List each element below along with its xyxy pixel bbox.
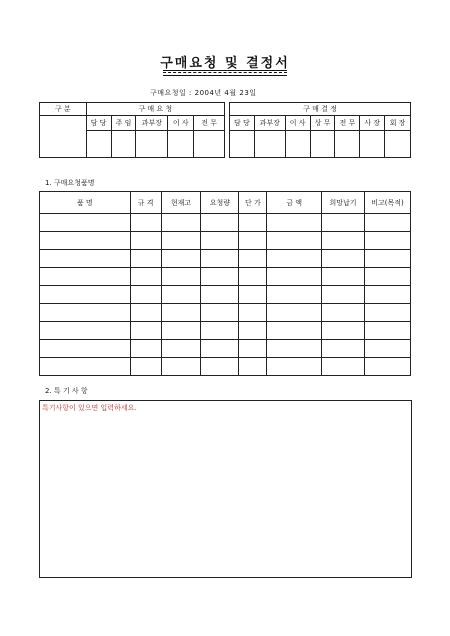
items-table — [39, 191, 411, 376]
table-cell[interactable] — [322, 322, 365, 340]
table-cell[interactable] — [239, 250, 267, 268]
table-cell[interactable] — [267, 322, 322, 340]
column-header: 금 액 — [267, 192, 322, 214]
table-cell[interactable] — [161, 250, 201, 268]
table-cell[interactable] — [267, 214, 322, 232]
signature-cell[interactable] — [360, 131, 385, 158]
table-cell[interactable] — [130, 304, 161, 322]
signature-cell[interactable] — [254, 131, 285, 158]
table-cell[interactable] — [239, 286, 267, 304]
table-cell[interactable] — [40, 322, 131, 340]
table-cell[interactable] — [130, 250, 161, 268]
table-cell[interactable] — [239, 340, 267, 358]
table-cell[interactable] — [322, 358, 365, 376]
table-cell[interactable] — [365, 232, 411, 250]
table-cell[interactable] — [322, 232, 365, 250]
column-header: 규 격 — [130, 192, 161, 214]
table-cell[interactable] — [365, 304, 411, 322]
table-cell[interactable] — [267, 232, 322, 250]
table-cell[interactable] — [239, 322, 267, 340]
table-cell[interactable] — [40, 268, 131, 286]
section-blank-cell — [40, 116, 87, 158]
role-label: 담 당 — [86, 116, 111, 131]
table-cell[interactable] — [161, 214, 201, 232]
table-cell[interactable] — [201, 322, 239, 340]
table-row — [40, 232, 411, 250]
table-cell[interactable] — [130, 286, 161, 304]
table-row — [40, 286, 411, 304]
role-label: 이 사 — [168, 116, 194, 131]
table-cell[interactable] — [161, 358, 201, 376]
table-cell[interactable] — [322, 304, 365, 322]
table-cell[interactable] — [161, 232, 201, 250]
column-header: 품 명 — [40, 192, 131, 214]
table-cell[interactable] — [161, 322, 201, 340]
table-cell[interactable] — [40, 304, 131, 322]
section-label: 구 분 — [40, 103, 87, 116]
table-cell[interactable] — [130, 214, 161, 232]
table-cell[interactable] — [161, 340, 201, 358]
table-cell[interactable] — [130, 268, 161, 286]
signature-cell[interactable] — [310, 131, 335, 158]
table-cell[interactable] — [161, 286, 201, 304]
decision-group-label: 구 매 결 정 — [230, 103, 411, 116]
table-row — [40, 268, 411, 286]
signature-cell[interactable] — [111, 131, 136, 158]
table-cell[interactable] — [239, 358, 267, 376]
notes-textarea[interactable] — [39, 400, 412, 578]
column-header: 현재고 — [161, 192, 201, 214]
table-cell[interactable] — [239, 304, 267, 322]
table-cell[interactable] — [40, 232, 131, 250]
table-cell[interactable] — [267, 304, 322, 322]
table-cell[interactable] — [322, 286, 365, 304]
column-header: 단 가 — [239, 192, 267, 214]
request-date: 구매요청일 : 2004년 4월 23일 — [150, 89, 257, 97]
table-cell[interactable] — [365, 286, 411, 304]
column-header: 비고(목적) — [365, 192, 411, 214]
role-label: 전 무 — [194, 116, 225, 131]
table-row — [40, 304, 411, 322]
table-cell[interactable] — [267, 250, 322, 268]
table-cell[interactable] — [201, 358, 239, 376]
table-cell[interactable] — [161, 268, 201, 286]
role-label: 과부장 — [254, 116, 285, 131]
table-cell[interactable] — [161, 304, 201, 322]
title-underline-dash — [163, 72, 287, 73]
table-cell[interactable] — [40, 214, 131, 232]
table-cell[interactable] — [239, 268, 267, 286]
table-cell[interactable] — [201, 214, 239, 232]
table-cell[interactable] — [201, 304, 239, 322]
role-label: 과부장 — [136, 116, 168, 131]
table-cell[interactable] — [267, 358, 322, 376]
document-title: 구매요청 및 결정서 — [160, 56, 290, 71]
table-cell[interactable] — [130, 232, 161, 250]
table-cell[interactable] — [130, 340, 161, 358]
table-cell[interactable] — [239, 232, 267, 250]
table-cell[interactable] — [201, 250, 239, 268]
table-cell[interactable] — [201, 286, 239, 304]
table-cell[interactable] — [365, 340, 411, 358]
table-cell[interactable] — [267, 286, 322, 304]
table-cell[interactable] — [201, 340, 239, 358]
table-cell[interactable] — [40, 340, 131, 358]
items-section-heading: 1. 구매요청품명 — [45, 179, 95, 187]
role-label: 담 당 — [230, 116, 255, 131]
role-label: 회 장 — [385, 116, 411, 131]
table-cell[interactable] — [239, 214, 267, 232]
table-cell[interactable] — [201, 232, 239, 250]
table-row — [40, 340, 411, 358]
signature-cell[interactable] — [385, 131, 411, 158]
request-approval-table — [39, 102, 225, 158]
table-cell[interactable] — [130, 322, 161, 340]
table-cell[interactable] — [322, 268, 365, 286]
title-underline — [163, 70, 287, 76]
signature-cell[interactable] — [136, 131, 168, 158]
signature-cell[interactable] — [86, 131, 111, 158]
table-cell[interactable] — [40, 286, 131, 304]
signature-cell[interactable] — [335, 131, 360, 158]
table-cell[interactable] — [365, 214, 411, 232]
table-cell[interactable] — [130, 358, 161, 376]
table-row — [40, 322, 411, 340]
column-header: 요청량 — [201, 192, 239, 214]
notes-placeholder: 특기사항이 있으면 입력하세요. — [42, 404, 137, 412]
signature-cell[interactable] — [285, 131, 310, 158]
table-cell[interactable] — [365, 322, 411, 340]
table-row — [40, 250, 411, 268]
decision-approval-table — [229, 102, 411, 158]
role-label: 이 사 — [285, 116, 310, 131]
table-cell[interactable] — [365, 268, 411, 286]
table-cell[interactable] — [201, 268, 239, 286]
notes-section-heading: 2. 특 기 사 항 — [45, 387, 88, 395]
table-cell[interactable] — [322, 250, 365, 268]
table-cell[interactable] — [365, 250, 411, 268]
table-cell[interactable] — [267, 268, 322, 286]
signature-cell[interactable] — [194, 131, 225, 158]
table-cell[interactable] — [40, 250, 131, 268]
table-cell[interactable] — [40, 358, 131, 376]
table-cell[interactable] — [322, 340, 365, 358]
table-cell[interactable] — [365, 358, 411, 376]
column-header: 희망납기 — [322, 192, 365, 214]
table-row — [40, 358, 411, 376]
items-header-row — [40, 192, 411, 214]
request-group-label: 구 매 요 청 — [86, 103, 224, 116]
role-label: 주 임 — [111, 116, 136, 131]
table-cell[interactable] — [322, 214, 365, 232]
table-cell[interactable] — [267, 340, 322, 358]
role-label: 상 무 — [310, 116, 335, 131]
table-row — [40, 214, 411, 232]
signature-cell[interactable] — [168, 131, 194, 158]
role-label: 전 무 — [335, 116, 360, 131]
role-label: 사 장 — [360, 116, 385, 131]
signature-cell[interactable] — [230, 131, 255, 158]
